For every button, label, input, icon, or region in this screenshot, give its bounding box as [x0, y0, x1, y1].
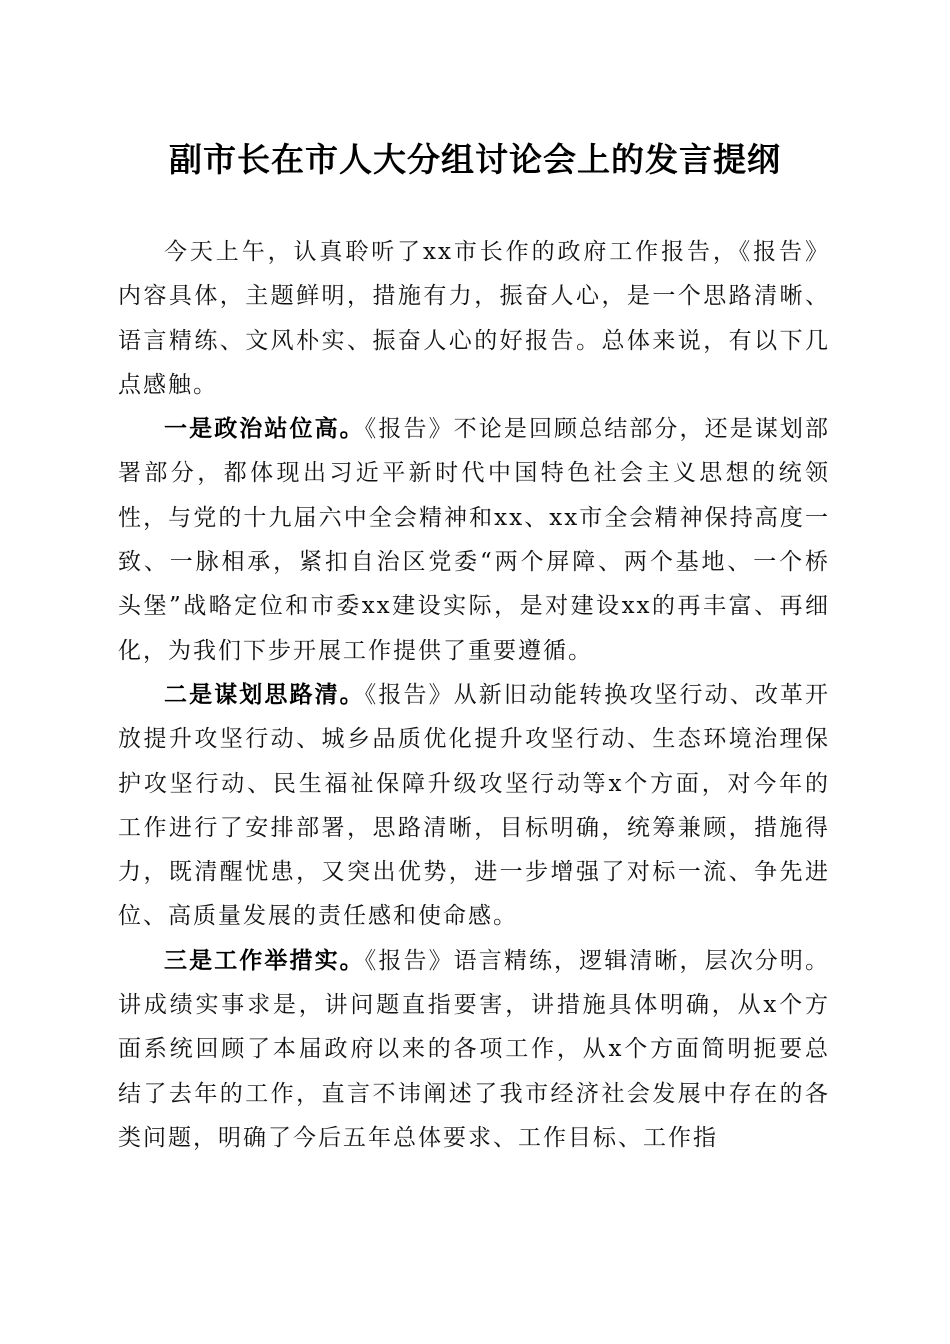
document-body	[118, 230, 830, 1160]
paragraph-text: 《报告》从新旧动能转换攻坚行动、改革开放提升攻坚行动、城乡品质优化提升攻坚行动、生态环境治理保护攻坚行动、民生福祉保障升级攻坚行动等x个方面，对今年的工作进行了安排部署，思路清晰，目标明确，统筹兼顾，措施得力，既清醒忧患，又突出优势，进一步增强了对标一流、争先进位、高质量发展的责任感和使命感。	[118, 681, 831, 930]
paragraph-text: 今天上午，认真聆听了xx市长作的政府工作报告，《报告》内容具体，主题鲜明，措施有力，振奋人心，是一个思路清晰、语言精练、文风朴实、振奋人心的好报告。总体来说，有以下几点感触。	[118, 239, 830, 398]
paragraph-text: 《报告》不论是回顾总结部分，还是谋划部署部分，都体现出习近平新时代中国特色社会主义思想的统领性，与党的十九届六中全会精神和xx、xx市全会精神保持高度一致、一脉相承，紧扣自治区党委“两个屏障、两个基地、一个桥头堡”战略定位和市委xx建设实际，是对建设xx的再丰富、再细化，为我们下步开展工作提供了重要遵循。	[118, 416, 831, 664]
paragraph-point-3	[118, 939, 830, 1160]
paragraph-lead: 二是谋划思路清。	[164, 680, 365, 708]
paragraph-lead: 一是政治站位高。	[164, 415, 365, 443]
paragraph-point-1	[118, 407, 830, 673]
paragraph-text: 《报告》语言精练，逻辑清晰，层次分明。讲成绩实事求是，讲问题直指要害，讲措施具体明确，从x个方面系统回顾了本届政府以来的各项工作，从x个方面简明扼要总结了去年的工作，直言不讳阐述了我市经济社会发展中存在的各类问题，明确了今后五年总体要求、工作目标、工作指	[118, 947, 831, 1151]
paragraph-intro	[118, 230, 830, 407]
document-title: 副市长在市人大分组讨论会上的发言提纲	[169, 140, 781, 179]
paragraph-lead: 三是工作举措实。	[164, 946, 365, 974]
paragraph-point-2	[118, 673, 830, 939]
